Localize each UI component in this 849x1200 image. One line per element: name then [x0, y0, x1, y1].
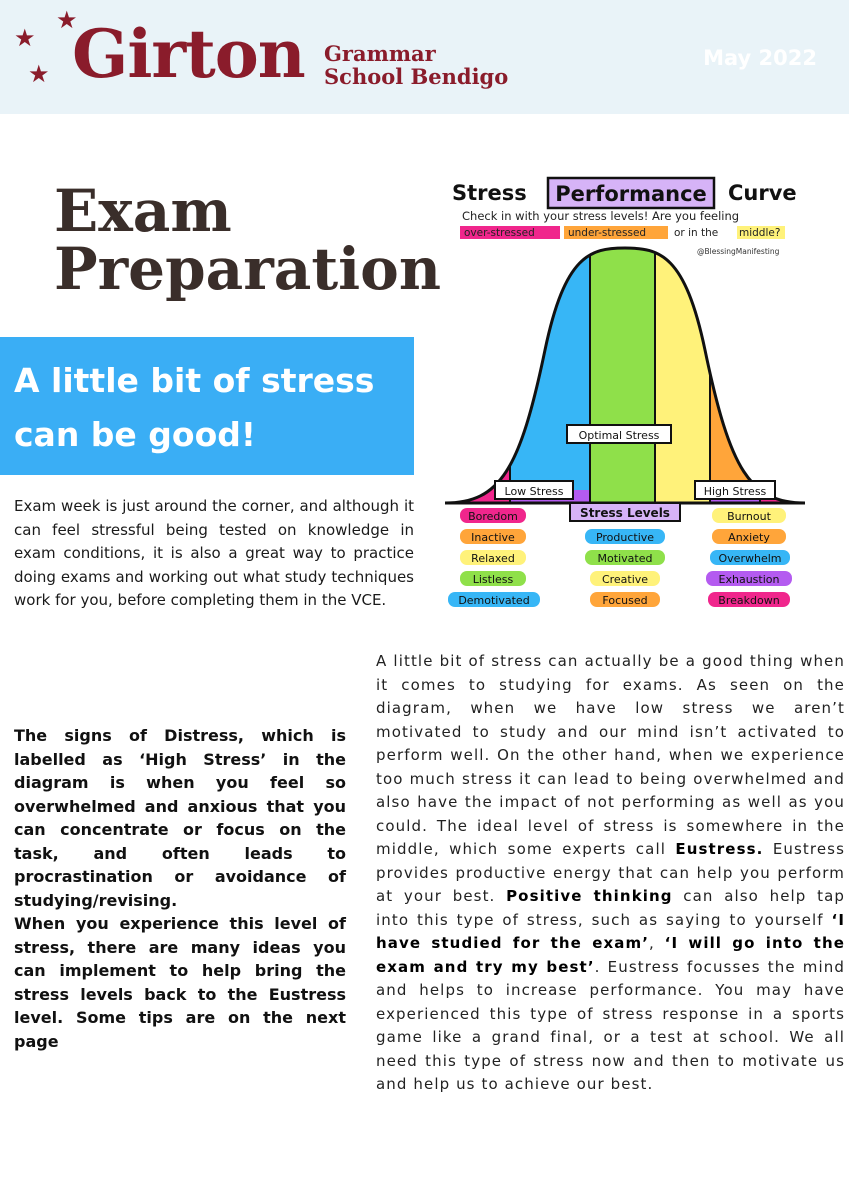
diagram-subtitle: Check in with your stress levels! Are you feeling: [462, 209, 740, 223]
tag-middle: middle?: [739, 227, 781, 239]
page-title-line: Preparation: [54, 235, 442, 303]
word-high: Burnout: [727, 510, 771, 523]
logo-subtitle-line: Grammar: [324, 41, 436, 66]
band-pink-right: [760, 230, 810, 510]
word-mid: Productive: [595, 531, 655, 544]
band-green: [590, 230, 655, 510]
body-text: . Eustress focusses the mind and helps to increase performance. You may have experienced this type of stress response in a sports game like a grand final, or a test at school. We all need this type of stress now and then to motivate us and help us to achieve our best.: [376, 957, 846, 1093]
body-text: can also help tap into this type of stress, such as saying to yourself: [376, 887, 845, 929]
optimal-stress-words: [585, 529, 665, 607]
word-mid: Creative: [601, 573, 649, 586]
body-quote: ‘I will go into the exam and try my best’: [376, 934, 845, 976]
stress-performance-curve-diagram: [440, 170, 810, 610]
diagram-title-stress: Stress: [452, 181, 527, 205]
bell-curve: [440, 230, 810, 512]
body-text: ,: [649, 934, 665, 952]
band-pink-left: [440, 230, 510, 510]
word-mid: Focused: [602, 594, 648, 607]
headline-banner-text: A little bit of stress can be good!: [14, 361, 375, 454]
body-text: A little bit of stress can actually be a good thing when it comes to studying for exams. As seen on the diagram, when we have low stress we aren’t motivated to study and our mind isn’t activated to perform well. On the other hand, when we experience too much stress it can lead to being overwhelmed and also have the impact of not performing as well as you could. The ideal level of stress is somewhere in the middle, which some experts call: [376, 652, 845, 858]
tag-over: over-stressed: [464, 227, 535, 239]
label-high: High Stress: [703, 485, 767, 498]
star-icon: ★: [56, 6, 78, 34]
word-low: Listless: [472, 573, 514, 586]
diagram-title-performance: Performance: [555, 182, 707, 206]
logo-subtitle: [324, 42, 508, 88]
word-high: Overwhelm: [718, 552, 782, 565]
school-logo: [12, 6, 512, 106]
distress-section: [14, 724, 346, 1053]
diagram-title-curve: Curve: [728, 181, 797, 205]
distress-tips-paragraph: When you experience this level of stress, there are many ideas you can implement to help bring the stress levels back to the Eustress level. Some tips are on the next page: [14, 914, 346, 1051]
band-blue: [510, 230, 590, 490]
star-icon: ★: [14, 24, 36, 52]
distress-paragraph: The signs of Distress, which is labelled as ‘High Stress’ in the diagram is when you feel so overwhelmed and anxious that you can concentrate or focus on the task, and often leads to procrastination or avoidance of studying/revising.: [14, 726, 346, 910]
word-low: Boredom: [468, 510, 518, 523]
logo-wordmark: Girton: [72, 15, 305, 93]
low-stress-words: [448, 508, 540, 607]
page-title: [54, 177, 442, 303]
tag-under: under-stressed: [568, 227, 647, 239]
header-band: [0, 0, 849, 114]
label-low: Low Stress: [504, 485, 564, 498]
main-body-paragraph: [376, 650, 845, 1097]
body-highlight-positive-thinking: Positive thinking: [506, 887, 673, 905]
word-mid: Motivated: [597, 552, 653, 565]
word-low: Relaxed: [471, 552, 515, 565]
word-high: Breakdown: [718, 594, 780, 607]
page-title-line: Exam: [54, 177, 232, 245]
tag-or: or in the: [674, 227, 719, 239]
issue-date: May 2022: [703, 46, 817, 70]
high-stress-words: [706, 508, 792, 607]
word-high: Exhaustion: [718, 573, 780, 586]
band-yellow: [655, 230, 710, 510]
body-text: Eustress provides productive energy that can help you perform at your best.: [376, 840, 845, 905]
word-low: Inactive: [471, 531, 515, 544]
diagram-handle: @BlessingManifesting: [697, 247, 780, 256]
logo-subtitle-line: School Bendigo: [324, 64, 509, 89]
word-high: Anxiety: [728, 531, 770, 544]
body-quote: ‘I have studied for the exam’: [376, 910, 845, 952]
intro-paragraph: Exam week is just around the corner, and although it can feel stressful being tested on knowledge in exam conditions, it is also a great way to practice doing exams and working out what study techniques work for you, before completing them in the VCE.: [14, 497, 414, 609]
star-icon: ★: [28, 60, 50, 88]
word-low: Demotivated: [458, 594, 530, 607]
label-optimal: Optimal Stress: [578, 429, 660, 442]
label-levels: Stress Levels: [580, 506, 670, 520]
body-highlight-eustress: Eustress.: [675, 840, 764, 858]
